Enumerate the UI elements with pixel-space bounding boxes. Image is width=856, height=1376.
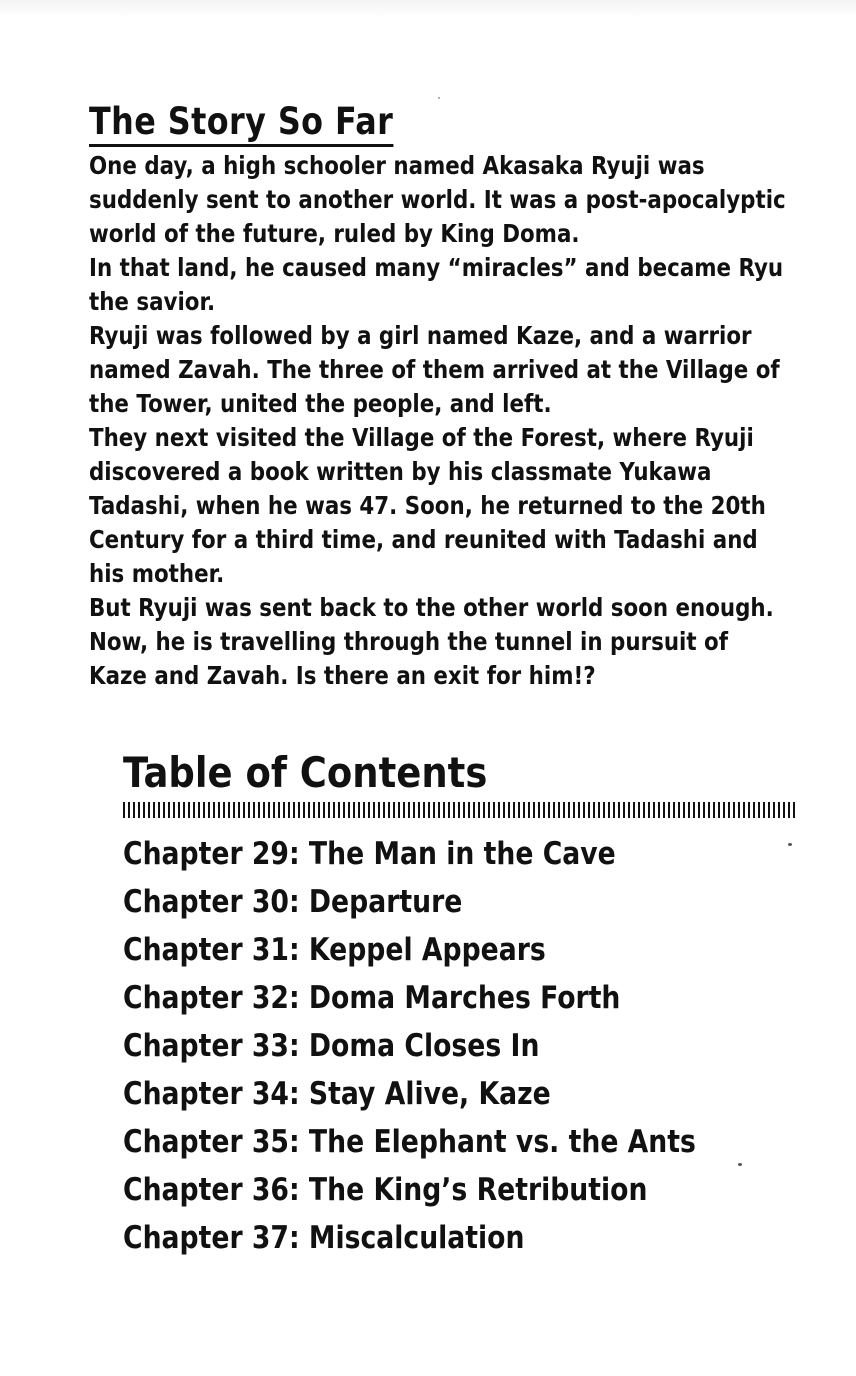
toc-chapter-33: Chapter 33: Doma Closes In	[123, 1028, 540, 1064]
story-paragraph: One day, a high schooler named Akasaka Ryuji was suddenly sent to another world. It was a post-apocalyptic world of the future, ruled by King Doma.	[89, 151, 786, 248]
story-paragraph: They next visited the Village of the Forest, where Ryuji discovered a book written by his classmate Yukawa Tadashi, when he was 47. Soon, he returned to the 20th Century for a third time, and reunited with Tadashi and his mother.	[89, 423, 766, 588]
toc-chapter-35: Chapter 35: The Elephant vs. the Ants	[123, 1124, 696, 1160]
scan-noise	[0, 0, 856, 18]
toc-chapter-32: Chapter 32: Doma Marches Forth	[123, 980, 621, 1016]
story-body	[89, 149, 790, 693]
toc-chapter-31: Chapter 31: Keppel Appears	[123, 932, 546, 968]
story-title: The Story So Far	[89, 100, 393, 147]
toc-title: Table of Contents	[123, 748, 488, 797]
scan-speck	[788, 843, 792, 846]
toc-chapter-30: Chapter 30: Departure	[123, 884, 463, 920]
story-paragraph: Ryuji was followed by a girl named Kaze, and a warrior named Zavah. The three of them arrived at the Village of the Tower, united the people, and left.	[89, 321, 780, 418]
table-of-contents-section	[123, 748, 813, 1262]
story-so-far-section	[89, 100, 819, 693]
toc-chapter-37: Chapter 37: Miscalculation	[123, 1220, 525, 1256]
toc-chapter-36: Chapter 36: The King’s Retribution	[123, 1172, 648, 1208]
toc-chapter-29: Chapter 29: The Man in the Cave	[123, 836, 616, 872]
scan-speck	[738, 1163, 742, 1166]
story-paragraph: But Ryuji was sent back to the other world soon enough. Now, he is travelling through the tunnel in pursuit of Kaze and Zavah. Is there an exit for him!?	[89, 593, 774, 690]
toc-chapter-34: Chapter 34: Stay Alive, Kaze	[123, 1076, 551, 1112]
story-paragraph: In that land, he caused many “miracles” and became Ryu the savior.	[89, 253, 784, 316]
scan-speck	[438, 97, 440, 99]
toc-list	[123, 830, 813, 1262]
toc-divider	[123, 802, 795, 818]
